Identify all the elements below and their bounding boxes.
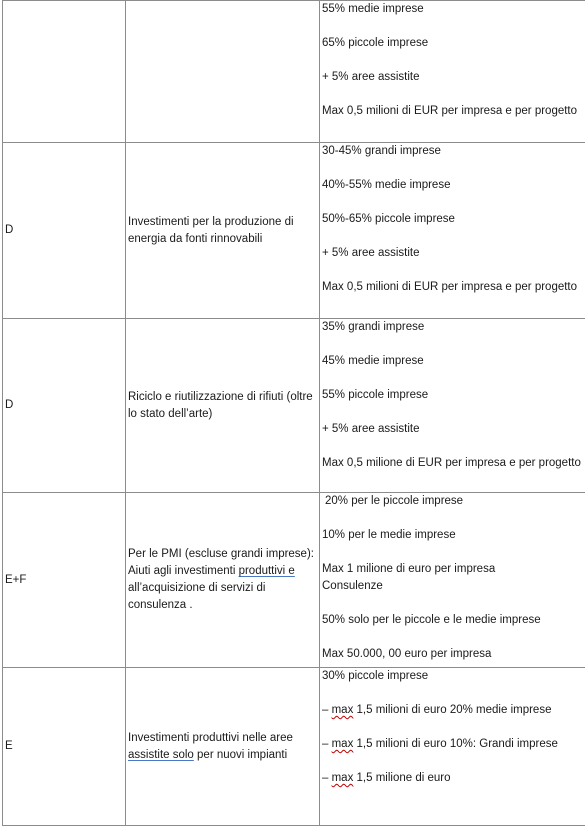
description-cell: Riciclo e riutilizzazione di rifiuti (oltre lo stato dell’arte) <box>126 319 320 493</box>
aid-line: Max 0,5 milioni di EUR per impresa e per progetto <box>322 281 578 293</box>
aid-cell <box>320 143 585 319</box>
description-cell <box>126 493 320 668</box>
aid-line: Max 0,5 milione di EUR per impresa e per progetto <box>322 457 581 469</box>
table-row <box>3 1 585 143</box>
dash-text: – <box>322 704 332 716</box>
spellcheck-text: max <box>331 704 354 716</box>
aid-line: 50% solo per le piccole e le medie imprese <box>322 614 541 626</box>
description-cell: Investimenti per la produzione di energia da fonti rinnovabili <box>126 143 320 319</box>
aid-text: 1,5 milioni di euro 10%: Grandi imprese <box>353 738 558 750</box>
aid-line: Consulenze <box>322 580 383 592</box>
underlined-text: assistite solo <box>128 748 194 761</box>
aid-line <box>322 736 583 753</box>
dash-text: – <box>322 772 332 784</box>
aid-table <box>2 0 585 826</box>
dash-text: – <box>322 738 332 750</box>
aid-text: 1,5 milione di euro <box>353 772 451 784</box>
aid-line: Max 1 milione di euro per impresa <box>322 563 496 575</box>
aid-line: + 5% aree assistite <box>322 71 420 83</box>
code-cell: D <box>3 143 126 319</box>
aid-line: 65% piccole imprese <box>322 37 429 49</box>
aid-line: 30-45% grandi imprese <box>322 145 441 157</box>
description-text: Investimenti produttivi nelle aree <box>128 731 293 744</box>
aid-line: 30% piccole imprese <box>322 670 429 682</box>
aid-line: 55% piccole imprese <box>322 389 429 401</box>
table-row <box>3 668 585 826</box>
aid-line <box>322 770 583 787</box>
underlined-text: produttivi e <box>238 565 295 577</box>
spellcheck-text: max <box>331 738 354 750</box>
aid-line: Max 50.000, 00 euro per impresa <box>322 648 492 660</box>
aid-line: 40%-55% medie imprese <box>322 179 451 191</box>
code-cell: E <box>3 668 126 826</box>
table-row <box>3 319 585 493</box>
aid-line: + 5% aree assistite <box>322 423 420 435</box>
aid-line: 35% grandi imprese <box>322 321 425 333</box>
aid-line: 55% medie imprese <box>322 3 424 15</box>
aid-text: 1,5 milioni di euro 20% medie imprese <box>353 704 552 716</box>
description-cell <box>126 1 320 143</box>
description-text: Per le PMI (escluse grandi imprese): Aiuti agli investimenti <box>128 548 314 577</box>
aid-cell <box>320 493 585 668</box>
aid-line: 20% per le piccole imprese <box>325 495 464 507</box>
aid-cell <box>320 319 585 493</box>
aid-line: + 5% aree assistite <box>322 247 420 259</box>
description-text: all’acquisizione di servizi di consulenza . <box>128 582 266 611</box>
aid-line: 10% per le medie imprese <box>322 529 456 541</box>
table-row <box>3 143 585 319</box>
aid-line <box>322 702 583 719</box>
spellcheck-text: max <box>331 772 354 784</box>
aid-line: Max 0,5 milioni di EUR per impresa e per progetto <box>322 105 578 117</box>
aid-cell <box>320 1 585 143</box>
code-cell <box>3 1 126 143</box>
aid-line: 45% medie imprese <box>322 355 424 367</box>
code-cell: E+F <box>3 493 126 668</box>
aid-cell <box>320 668 585 826</box>
description-cell <box>126 668 320 826</box>
description-text: per nuovi impianti <box>193 748 288 761</box>
code-cell: D <box>3 319 126 493</box>
aid-line: 50%-65% piccole imprese <box>322 213 455 225</box>
table-row <box>3 493 585 668</box>
